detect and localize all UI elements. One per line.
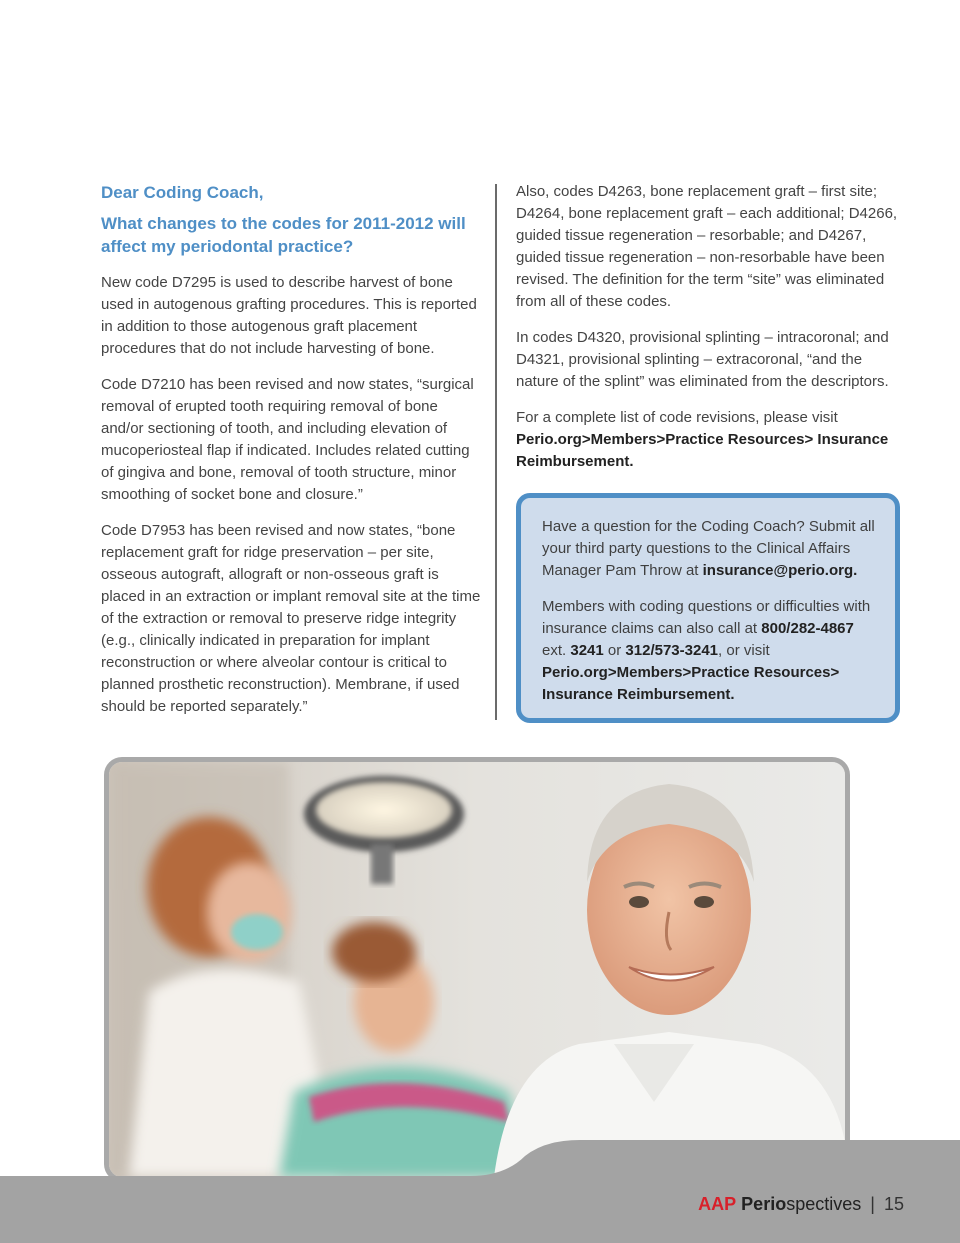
- footer-band: [0, 1140, 960, 1243]
- callout-members-text: Members with coding questions or difficulties with insurance claims can also call at: [542, 598, 871, 637]
- callout-resources-link[interactable]: Perio.org>Members>Practice Resources> Insurance Reimbursement.: [542, 664, 840, 703]
- paragraph-visit: [516, 407, 900, 473]
- right-column: [516, 181, 900, 487]
- callout-paragraph-members: [542, 596, 877, 706]
- page-number: 15: [883, 1194, 904, 1214]
- or-label: or: [607, 642, 622, 659]
- brand-aap: AAP: [698, 1194, 737, 1214]
- paragraph-d4263: Also, codes D4263, bone replacement graft – first site; D4264, bone replacement graft – each additional; D4266, guided tissue regeneration – resorbable; and D4267, guided tissue regeneration – non-resorbable have been revised. The definition for the term “site” was eliminated from all of these codes.: [516, 183, 898, 310]
- callout-paragraph-question: [542, 516, 877, 582]
- photo-illustration: [109, 762, 845, 1177]
- ext-label: ext.: [542, 642, 567, 659]
- callout-question-text: Have a question for the Coding Coach? Submit all your third party questions to the Clinical Affairs Manager Pam Throw at: [542, 518, 875, 579]
- visit-text: For a complete list of code revisions, please visit: [516, 409, 838, 426]
- ext-number: 3241: [570, 642, 604, 659]
- coding-coach-callout: [516, 493, 900, 723]
- footer-branding: [698, 1193, 904, 1215]
- dental-office-photo: [104, 757, 850, 1182]
- column-divider: [495, 184, 497, 720]
- left-column: [101, 181, 483, 732]
- paragraph-d7295: New code D7295 is used to describe harvest of bone used in autogenous grafting procedures. This is reported in addition to those autogenous graft placement procedures that do not include harvesting of bone.: [101, 274, 477, 357]
- paragraph-d4320: In codes D4320, provisional splinting – intracoronal; and D4321, provisional splinting – extracoronal, “and the nature of the splint” was eliminated from the descriptors.: [516, 329, 889, 390]
- footer-separator: |: [870, 1194, 875, 1214]
- brand-perio: Perio: [741, 1194, 787, 1214]
- visit-label: , or visit: [718, 642, 770, 659]
- brand-spectives: spectives: [786, 1194, 862, 1214]
- paragraph-d7210: Code D7210 has been revised and now states, “surgical removal of erupted tooth requiring removal of bone and/or sectioning of tooth, and including elevation of mucoperiosteal flap if indicated. Includes related cutting of gingiva and bone, removal of tooth structure, minor smoothing of socket bone and closure.”: [101, 376, 474, 503]
- greeting-heading: Dear Coding Coach,: [101, 183, 264, 202]
- phone-number-tollfree[interactable]: 800/282-4867: [761, 620, 854, 637]
- resources-link[interactable]: Perio.org>Members>Practice Resources> Insurance Reimbursement.: [516, 431, 889, 470]
- question-heading: What changes to the codes for 2011-2012 will affect my periodontal practice?: [101, 214, 466, 256]
- phone-number-direct[interactable]: 312/573-3241: [625, 642, 719, 659]
- email-link[interactable]: insurance@perio.org.: [702, 562, 858, 579]
- paragraph-d7953: Code D7953 has been revised and now states, “bone replacement graft for ridge preservation – per site, osseous autograft, allograft or non-osseous graft is placed in an extraction or implant removal site at the time of the extraction or removal to preserve ridge integrity (e.g., clinically indicated in preparation for implant reconstruction or where alveolar contour is critical to planned prosthetic reconstruction). Membrane, if used should be reported separately.”: [101, 522, 481, 715]
